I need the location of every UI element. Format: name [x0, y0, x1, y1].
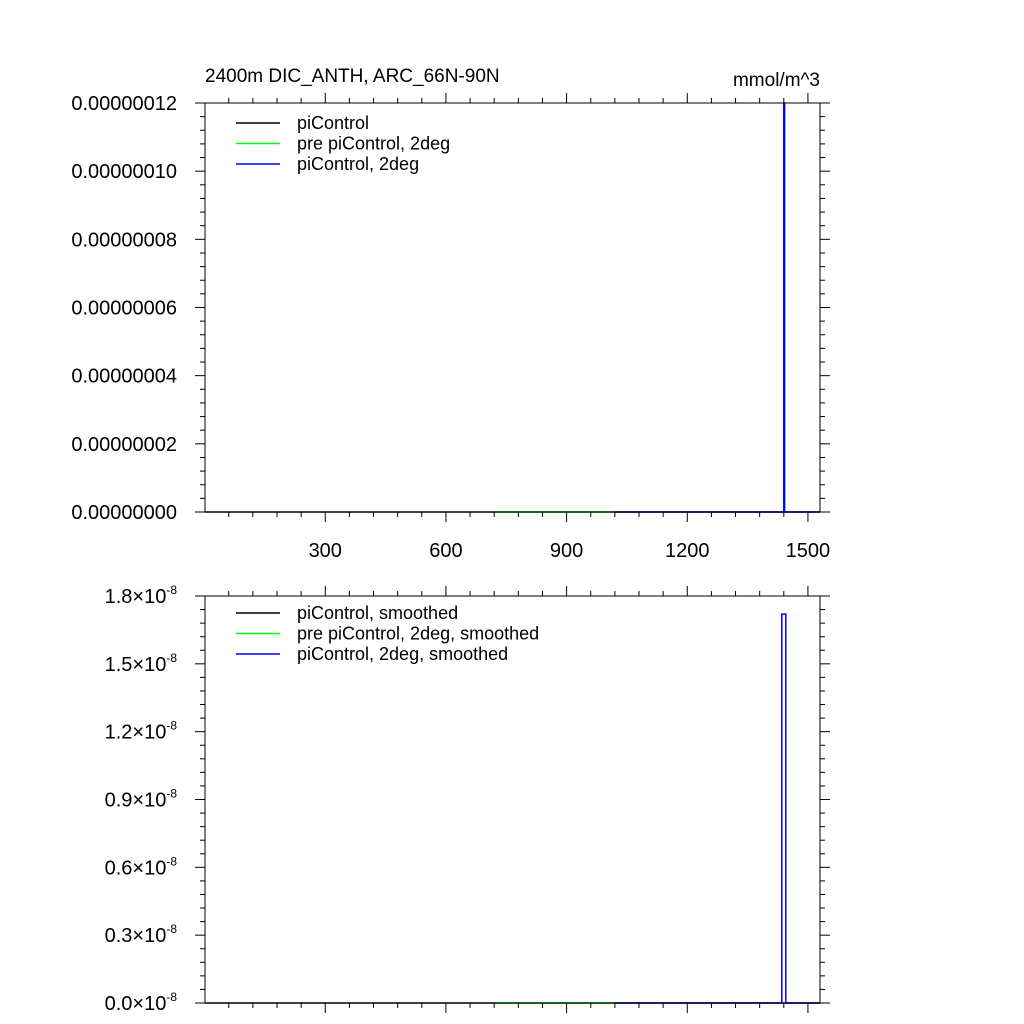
series-line-3 [615, 614, 820, 1003]
legend-label: piControl, smoothed [297, 603, 459, 623]
y-tick-label: $0.9\times 10^{-8}$ [104, 786, 177, 812]
y-tick-label: 0.00000002 [71, 433, 177, 456]
legend-label: pre piControl, 2deg [297, 133, 451, 154]
units-label: mmol/m^3 [732, 70, 820, 91]
legend-label: piControl, 2deg, smoothed [297, 644, 509, 664]
y-tick-label: $0.6\times 10^{-8}$ [104, 854, 177, 880]
y-tick-label: $1.5\times 10^{-8}$ [104, 650, 177, 676]
y-tick-label: $0.0\times 10^{-8}$ [104, 990, 177, 1015]
legend-label: piControl [297, 113, 370, 133]
y-tick-label: $1.8\times 10^{-8}$ [104, 583, 177, 608]
legend-label: pre piControl, 2deg, smoothed [297, 623, 540, 644]
y-tick-label: 0.00000006 [71, 297, 177, 320]
y-tick-label: $0.3\times 10^{-8}$ [104, 922, 177, 948]
x-tick-label: 1200 [665, 540, 710, 562]
x-tick-label: 300 [308, 540, 342, 562]
legend-label: piControl, 2deg [297, 154, 420, 174]
y-tick-label: 0.00000008 [71, 229, 177, 252]
x-tick-label: 600 [429, 540, 463, 562]
y-tick-label: 0.00000010 [71, 161, 177, 184]
chart-title: 2400m DIC_ANTH, ARC_66N-90N [205, 66, 500, 87]
y-tick-label: 0.00000000 [71, 502, 177, 524]
y-tick-label: 0.00000012 [71, 93, 177, 115]
x-tick-label: 1500 [785, 540, 831, 562]
y-tick-label: $1.2\times 10^{-8}$ [104, 718, 177, 744]
panel-2 [105, 583, 830, 1015]
y-tick-label: 0.00000004 [71, 365, 177, 388]
panel-1 [71, 66, 830, 562]
series-line-3 [615, 103, 820, 512]
x-tick-label: 900 [549, 540, 584, 562]
